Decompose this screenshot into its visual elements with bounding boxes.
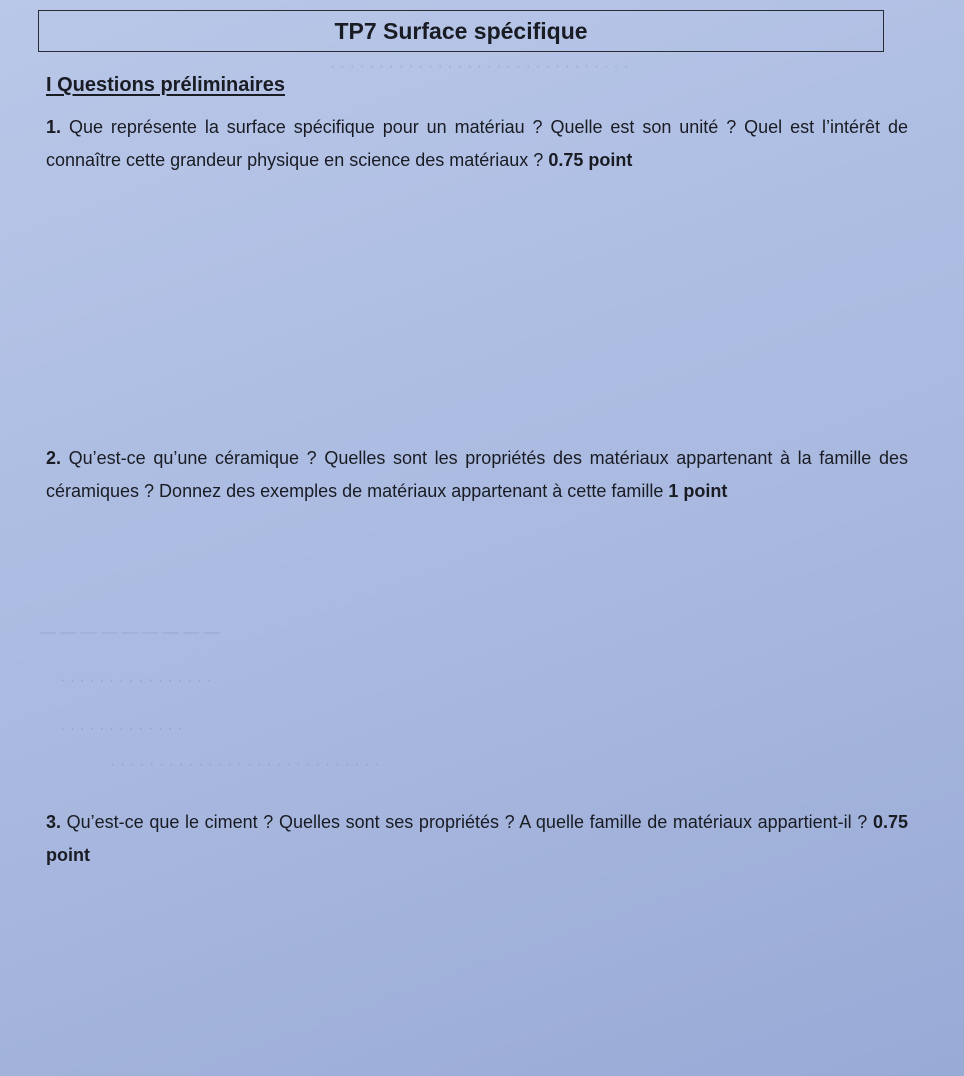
question-number: 1.	[46, 117, 62, 137]
show-through-text: · · · · · · · · · · · · · · · · · · · · · · · · · · · ·	[110, 756, 380, 773]
question-points: 0.75 point	[46, 812, 908, 865]
question-points: 1 point	[668, 481, 728, 501]
question-text: Qu’est-ce qu’une céramique ? Quelles sont les propriétés des matériaux appartenant à la famille des céramiques ? Donnez des exemples de matériaux appartenant à cette famille	[46, 448, 908, 501]
show-through-text: — — — — — — — — —	[40, 624, 220, 641]
show-through-text: · · · · · · · · · · · · · · · · · · · · · · · · · · · · · · ·	[330, 58, 629, 75]
question-3	[46, 806, 908, 872]
section-heading: I Questions préliminaires	[46, 74, 285, 96]
question-1	[46, 111, 908, 177]
page-title: TP7 Surface spécifique	[38, 10, 884, 52]
question-number: 2.	[46, 448, 62, 468]
question-text: Qu’est-ce que le ciment ? Quelles sont ses propriétés ? A quelle famille de matériaux appartient-il ?	[66, 812, 868, 832]
show-through-text: · · · · · · · · · · · · ·	[60, 720, 183, 737]
question-text: Que représente la surface spécifique pour un matériau ? Quelle est son unité ? Quel est l’intérêt de connaître cette grandeur physique en science des matériaux ?	[46, 117, 908, 170]
show-through-text: · · · · · · · · · · · · · · · ·	[60, 672, 212, 689]
question-number: 3.	[46, 812, 62, 832]
question-points: 0.75 point	[548, 150, 633, 170]
question-2	[46, 442, 908, 508]
